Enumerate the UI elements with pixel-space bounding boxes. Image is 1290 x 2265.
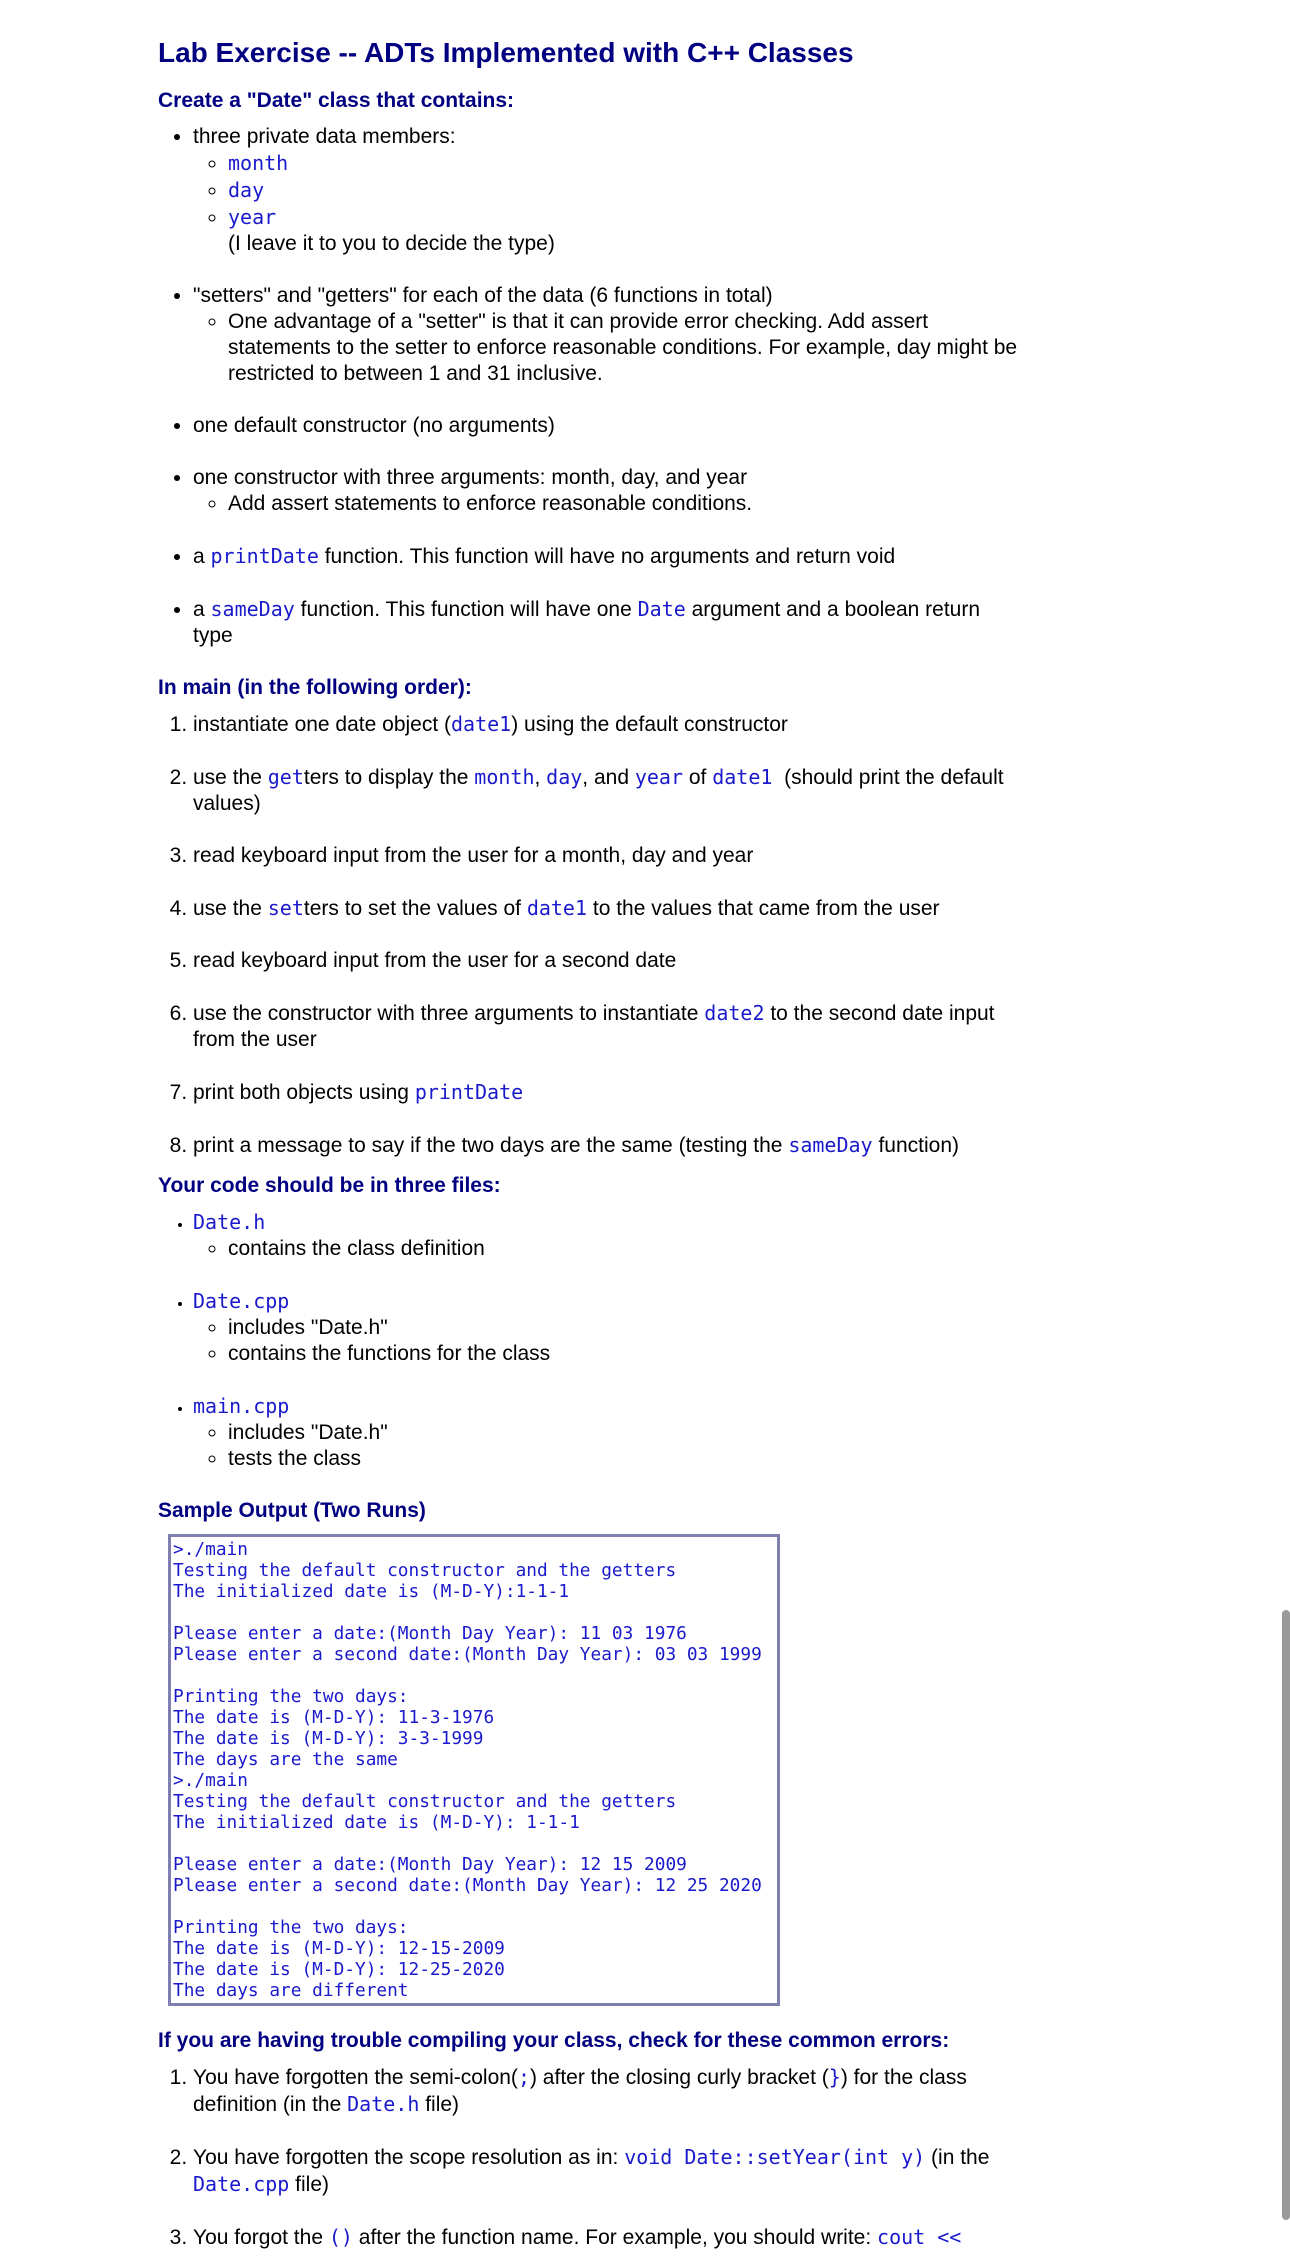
text-span: after the function name. For example, you should write: [352, 2226, 878, 2249]
member-day: day [228, 178, 265, 202]
document-page [158, 30, 1018, 2265]
class-requirements-list [158, 124, 1018, 649]
list-item: 5. read keyboard input from the user for a second date [193, 948, 1018, 974]
main-heading: In main (in the following order): [158, 676, 472, 699]
text-span: , and [582, 766, 635, 789]
list-item [193, 1393, 1018, 1472]
members-list [193, 150, 1018, 257]
text-span: ters to set the values of [303, 897, 527, 920]
list-item [193, 2224, 1018, 2251]
list-item [193, 596, 1018, 649]
file-date-h: Date.h [193, 1210, 266, 1234]
text-span: use the [193, 766, 268, 789]
text-span: file) [289, 2173, 330, 2196]
three-arg-ctor-text: one constructor with three arguments: month, day, and year [193, 466, 748, 489]
code-cout: cout << [877, 2225, 962, 2249]
code-date1: date1 [712, 765, 773, 789]
member-month: month [228, 151, 289, 175]
list-item: ◦ One advantage of a "setter" is that it can provide error checking. Add assert statements to the setter to enforce reasonable conditions. For example, day might be restricted to between 1 and 31 inclusive. [228, 309, 1018, 387]
code-printdate: printDate [414, 1080, 524, 1104]
code-year: year [634, 765, 684, 789]
files-list [158, 1209, 1018, 1472]
list-item [193, 465, 1018, 517]
code-brace: } [828, 2065, 841, 2089]
text-span: a [193, 545, 211, 568]
text-span: function) [872, 1134, 959, 1157]
text-span: argument and a boolean return type [193, 598, 981, 647]
text-span: a [193, 598, 211, 621]
code-date: Date [637, 597, 686, 621]
code-date1: date1 [526, 896, 588, 920]
file-main-cpp: main.cpp [193, 1394, 290, 1418]
list-item [193, 1209, 1018, 1262]
text-span: , [534, 766, 547, 789]
main-steps-list [158, 711, 1018, 1159]
text-span: file) [419, 2093, 460, 2116]
code-date-cpp: Date.cpp [193, 2172, 290, 2196]
list-item [228, 150, 1018, 177]
list-item: ◦ Add assert statements to enforce reasonable conditions. [228, 491, 1018, 517]
code-day: day [546, 765, 583, 789]
list-item [193, 1000, 1018, 1053]
text-span: use the [193, 897, 268, 920]
list-item: ◦ contains the class definition [228, 1236, 1018, 1262]
text-span: (should print the default values) [193, 766, 1010, 815]
text-span: You forgot the [193, 2226, 329, 2249]
code-month: month [474, 765, 535, 789]
setters-sublist [193, 309, 1018, 387]
list-item [193, 2144, 1018, 2198]
text-span: ters to display the [303, 766, 475, 789]
list-item [193, 711, 1018, 738]
scrollbar-thumb[interactable] [1282, 1610, 1290, 2220]
list-item: ◦ tests the class [228, 1446, 1018, 1472]
list-item [228, 204, 1018, 257]
code-sameday: sameDay [788, 1133, 873, 1157]
text-span: ) using the default constructor [511, 713, 788, 736]
file-date-cpp: Date.cpp [193, 1289, 290, 1313]
code-sameday: sameDay [210, 597, 295, 621]
text-span: print a message to say if the two days are the same (testing the [193, 1134, 789, 1157]
code-date1: date1 [451, 712, 512, 736]
text-span: function. This function will have no arguments and return void [318, 545, 896, 568]
list-item: 3. read keyboard input from the user for a month, day and year [193, 843, 1018, 869]
type-note: (I leave it to you to decide the type) [228, 232, 555, 255]
code-set: set [267, 896, 304, 920]
sample-output-box: >./main Testing the default constructor and the getters The initialized date is (M-D-Y):1-1-1 Please enter a date:(Month Day Year): 11 03 1976 Please enter a second date:(Month Day Year): 03 03 1999 Printing the two days: The date is (M-D-Y): 11-3-1976 The date is (M-D-Y): 3-3-1999 The days are the same >./main Testing the default constructor and the getters The initialized date is (M-D-Y): 1-1-1 Please enter a date:(Month Day Year): 12 15 2009 Please enter a second date:(Month Day Year): 12 25 2020 Printing the two days: The date is (M-D-Y): 12-15-2009 The date is (M-D-Y): 12-25-2020 The days are different [168, 1534, 780, 2006]
list-item: ◦ contains the functions for the class [228, 1341, 1018, 1367]
create-heading: Create a "Date" class that contains: [158, 89, 515, 112]
ctor-sublist [193, 491, 1018, 517]
text-span: print both objects using [193, 1081, 415, 1104]
text-span: function. This function will have one [294, 598, 638, 621]
list-item: ◦ includes "Date.h" [228, 1420, 1018, 1446]
code-semicolon: ; [517, 2065, 530, 2089]
list-item [228, 177, 1018, 204]
code-get: get [267, 765, 304, 789]
file-notes [193, 1236, 1018, 1262]
list-item [193, 764, 1018, 817]
text-span: You have forgotten the scope resolution as in: [193, 2146, 625, 2169]
text-span: instantiate one date object ( [193, 713, 452, 736]
errors-heading: If you are having trouble compiling your class, check for these common errors: [158, 2029, 950, 2052]
list-item [193, 1079, 1018, 1106]
list-item [193, 2064, 1018, 2118]
sample-heading: Sample Output (Two Runs) [158, 1499, 426, 1522]
text-span: (in the [925, 2146, 990, 2169]
text-span: You have forgotten the semi-colon( [193, 2066, 518, 2089]
setters-getters-text: "setters" and "getters" for each of the data (6 functions in total) [193, 284, 773, 307]
file-notes [193, 1420, 1018, 1472]
list-item [193, 1132, 1018, 1159]
text-span: to the second date input from the user [193, 1002, 995, 1051]
text-span: use the constructor with three arguments to instantiate [193, 1002, 705, 1025]
code-date2: date2 [704, 1001, 765, 1025]
text-span: to the values that came from the user [587, 897, 940, 920]
errors-list [158, 2064, 1018, 2251]
page-title: Lab Exercise -- ADTs Implemented with C++ Classes [158, 37, 854, 68]
code-parens: () [328, 2225, 353, 2249]
list-item [193, 543, 1018, 570]
file-notes [193, 1315, 1018, 1367]
text-span: ) after the closing curly bracket ( [529, 2066, 829, 2089]
code-printdate: printDate [210, 544, 319, 568]
list-item [193, 895, 1018, 922]
private-members-text: three private data members: [193, 125, 456, 148]
code-date-h: Date.h [347, 2092, 420, 2116]
list-item [193, 1288, 1018, 1367]
list-item [193, 124, 1018, 257]
text-span: of [683, 766, 713, 789]
text-span: ) for the class definition (in the [193, 2066, 967, 2116]
files-heading: Your code should be in three files: [158, 1174, 501, 1197]
list-item: ◦ includes "Date.h" [228, 1315, 1018, 1341]
list-item: • one default constructor (no arguments) [193, 413, 1018, 439]
list-item [193, 283, 1018, 387]
member-year: year [228, 205, 277, 229]
code-setyear: void Date::setYear(int y) [624, 2145, 926, 2169]
